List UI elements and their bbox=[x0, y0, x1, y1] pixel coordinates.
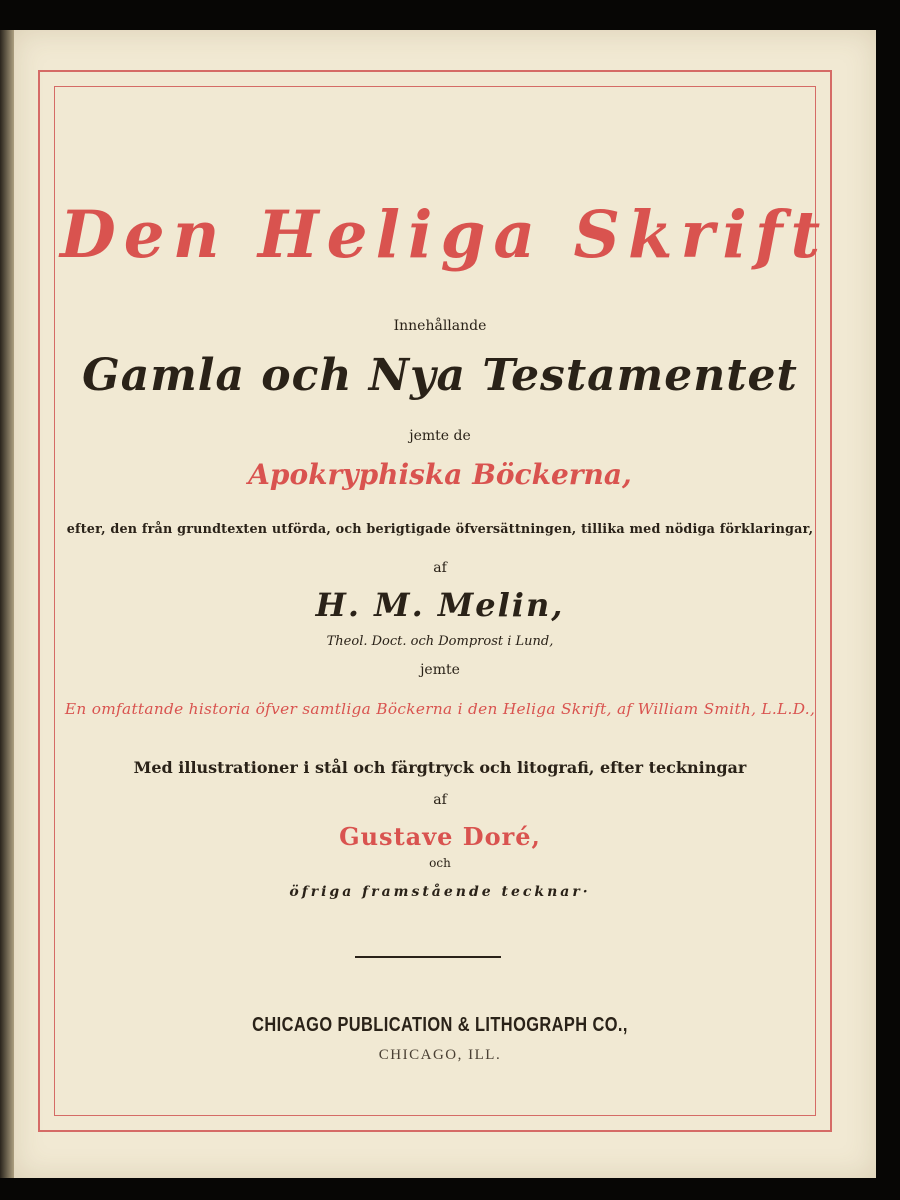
jemte-text: jemte bbox=[420, 662, 460, 678]
intro-word: Innehållande bbox=[393, 318, 487, 334]
translation-note: efter, den från grundtexten utförda, och berigtigade öfversättningen, tillika med nödiga förklaringar, bbox=[66, 522, 814, 537]
other-illustrators-line: öfriga framstående tecknar· bbox=[289, 884, 591, 900]
page-title: Den Heliga Skrift bbox=[60, 198, 829, 273]
history-line: En omfattande historia öfver samtliga Böckerna i den Heliga Skrift, af William Smith, L.L.D., bbox=[64, 700, 816, 718]
publisher-city: CHICAGO, ILL. bbox=[378, 1047, 502, 1063]
author-name: H. M. Melin, bbox=[315, 586, 565, 624]
och-text: och bbox=[429, 856, 451, 870]
publisher-name: CHICAGO PUBLICATION & LITHOGRAPH CO., bbox=[252, 1014, 628, 1036]
jemte-de-text: jemte de bbox=[409, 428, 471, 444]
author-title: Theol. Doct. och Domprost i Lund, bbox=[326, 634, 554, 649]
af-text-2: af bbox=[433, 792, 447, 808]
divider-rule bbox=[355, 956, 501, 958]
apocrypha-heading: Apokryphiska Böckerna, bbox=[248, 458, 632, 491]
subtitle: Gamla och Nya Testamentet bbox=[82, 350, 798, 401]
illustrator-name: Gustave Doré, bbox=[339, 822, 541, 851]
af-text-1: af bbox=[433, 560, 447, 576]
illustrations-line: Med illustrationer i stål och färgtryck och litografi, efter teckningar bbox=[133, 758, 747, 777]
